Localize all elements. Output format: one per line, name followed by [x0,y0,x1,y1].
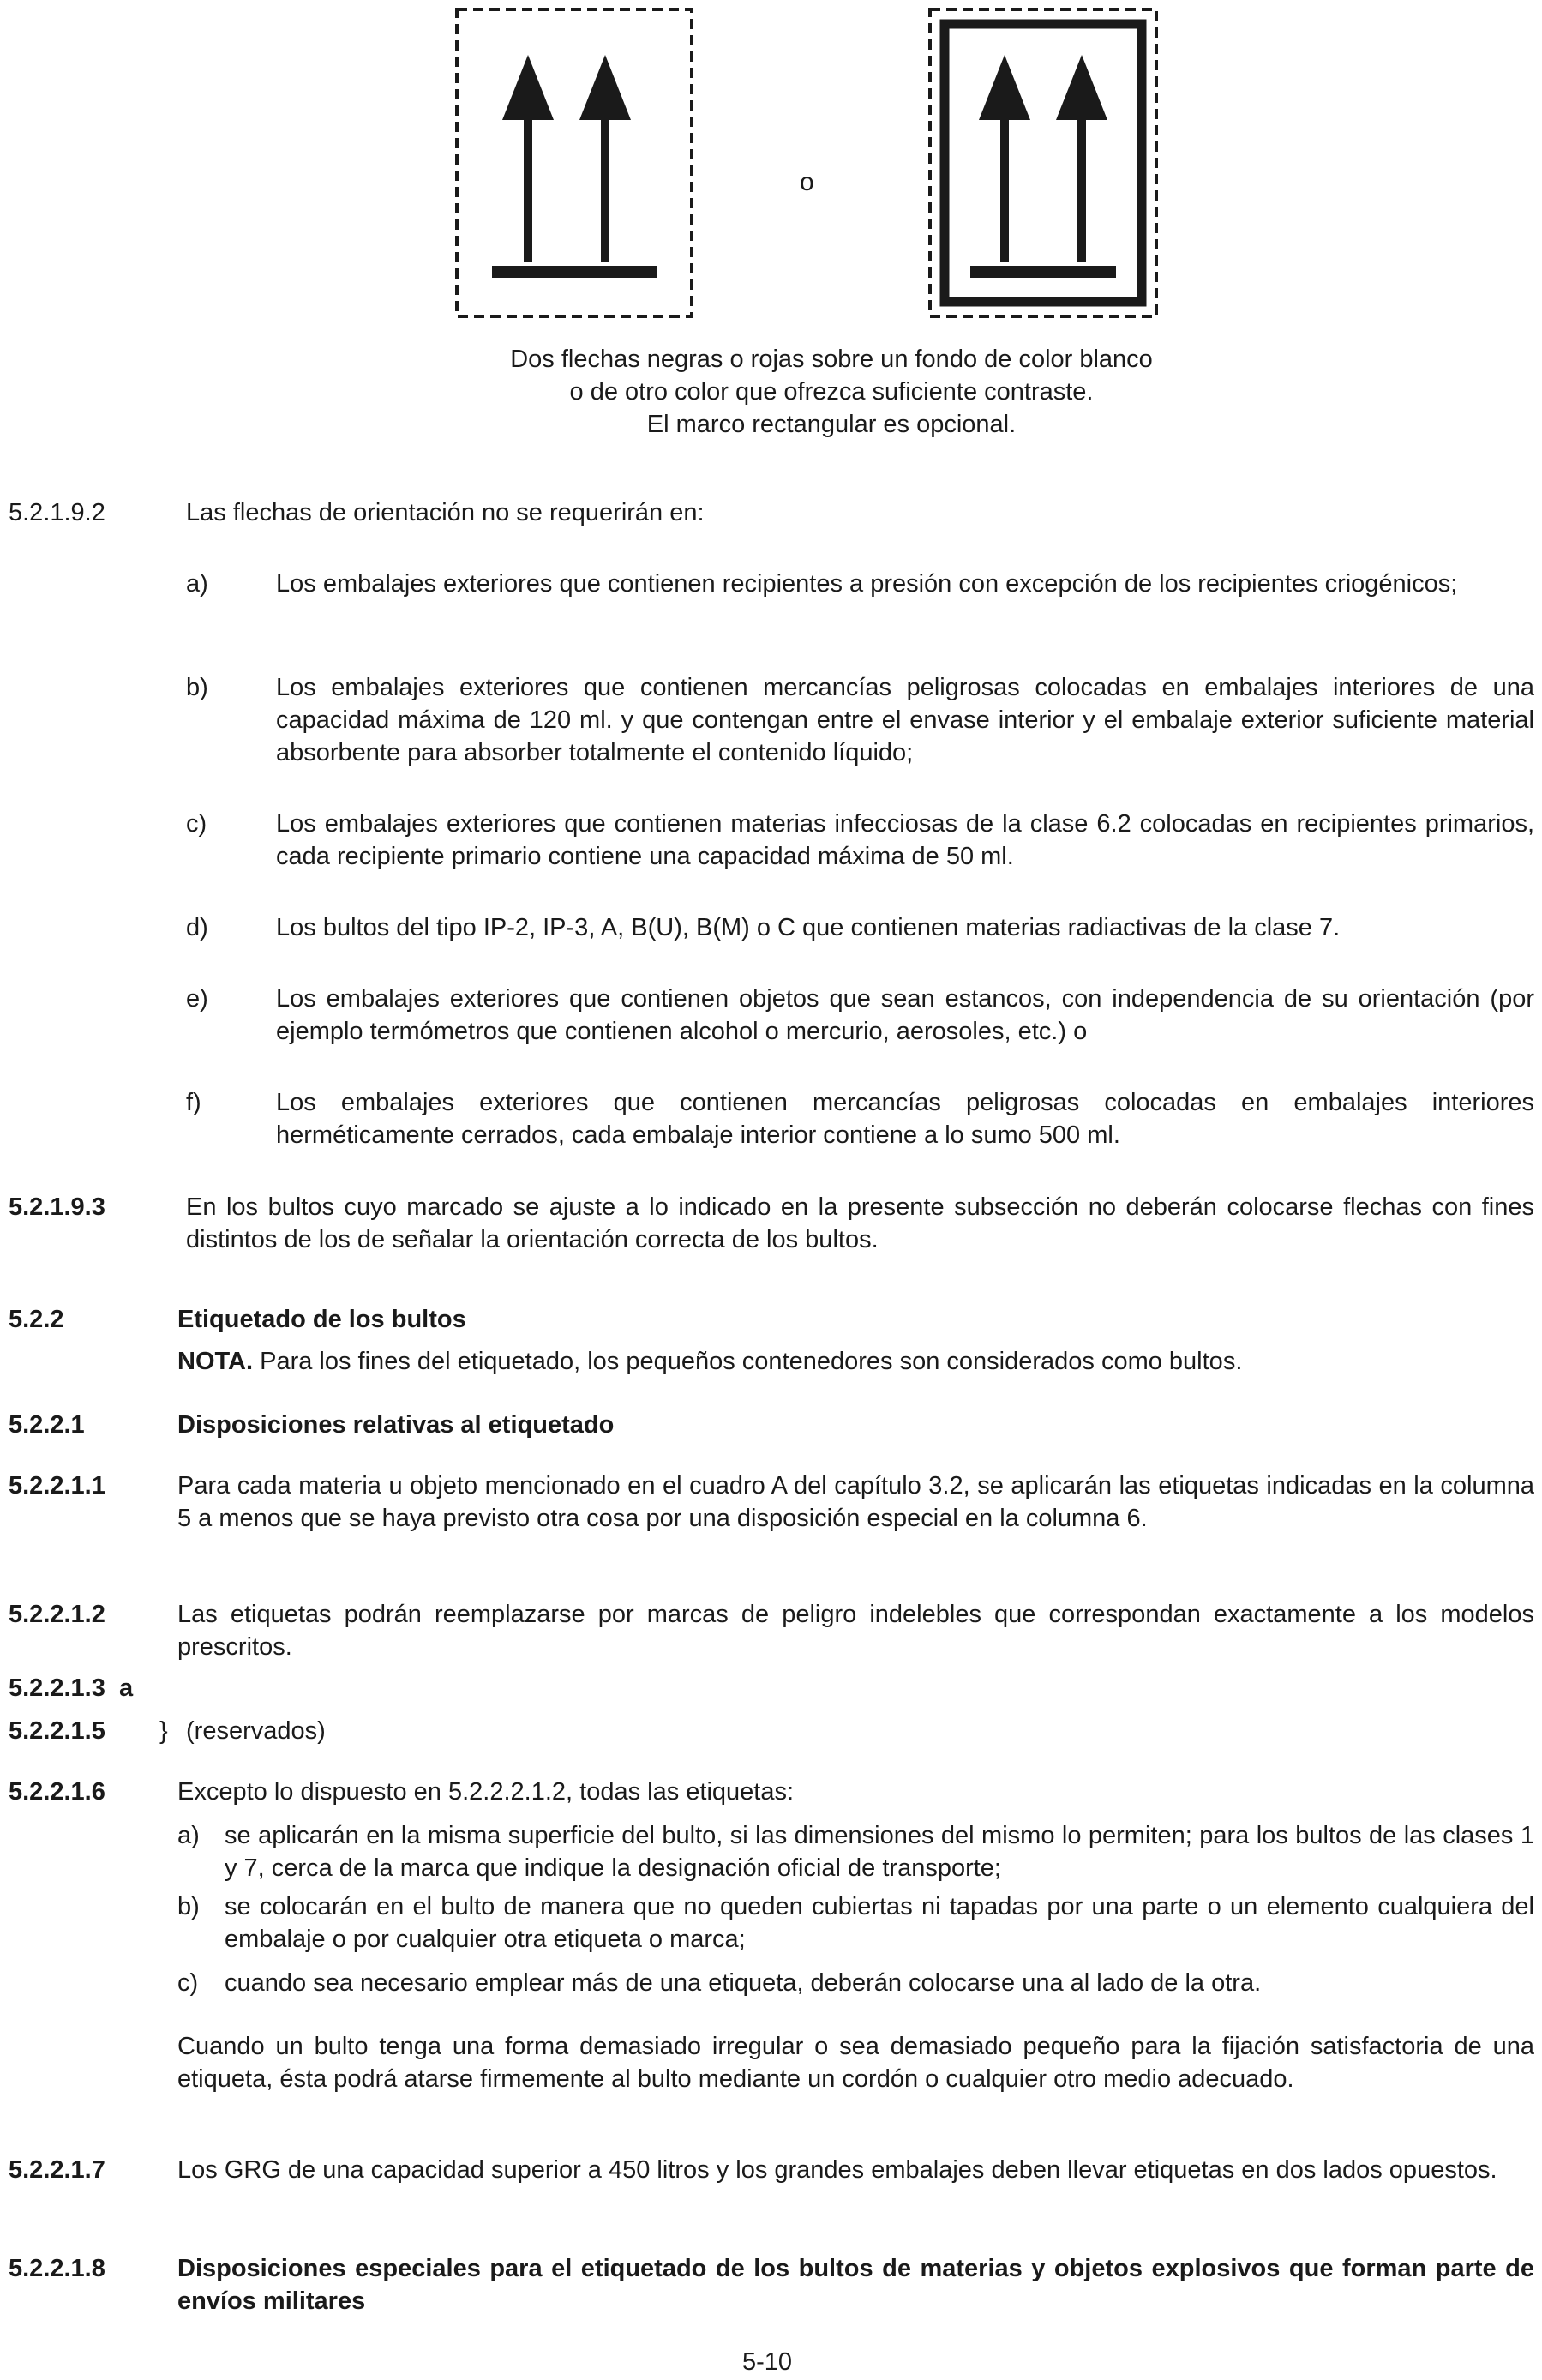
caption-line: Dos flechas negras o rojas sobre un fondo de color blanco [510,346,1153,373]
caption-line: El marco rectangular es opcional. [646,411,1017,438]
section-number: 5.2.2.1.8 [9,2255,105,2282]
section-text: Para cada materia u objeto mencionado en el cuadro A del capítulo 3.2, se aplicarán las etiquetas indicadas en la columna 5 a menos que se haya previsto otra cosa por una disposición especial en la columna 6. [177,1472,1534,1532]
section-text: Excepto lo dispuesto en 5.2.2.2.1.2, todas las etiquetas: [177,1778,795,1806]
orientation-label-unframed [454,7,694,319]
up-arrow-icon [579,55,631,262]
base-bar [970,266,1116,278]
note-label: NOTA. [177,1348,254,1375]
orientation-label-framed [927,7,1159,319]
up-arrow-icon [502,55,554,262]
or-separator: o [800,168,814,196]
section-number: 5.2.2.1 [9,1411,85,1439]
section-number: 5.2.2.1.2 [9,1601,105,1628]
brace: } [159,1717,168,1745]
list-item: Los embalajes exteriores que contienen objetos que sean estancos, con independencia de su orientación (por ejemplo termómetros que contienen alcohol o mercurio, aerosoles, etc.) o [276,985,1534,1045]
paragraph: Cuando un bulto tenga una forma demasiado irregular o sea demasiado pequeño para la fijación satisfactoria de una etiqueta, ésta podrá atarse firmemente al bulto mediante un cordón o cualquier otro medio adecuado. [177,2033,1534,2093]
list-item: Los embalajes exteriores que contienen materias infecciosas de la clase 6.2 colocadas en recipientes primarios, cada recipiente primario contiene una capacidad máxima de 50 ml. [276,810,1534,870]
figure-caption [411,343,1251,441]
section-text: (reservados) [186,1717,326,1745]
item-letter: d) [186,914,208,941]
item-letter: b) [177,1893,200,1920]
item-letter: a) [186,570,208,598]
section-number: 5.2.2.1.5 [9,1717,105,1745]
note [177,1345,1534,1378]
item-letter: e) [186,985,208,1013]
list-item: Los bultos del tipo IP-2, IP-3, A, B(U), B(M) o C que contienen materias radiactivas de la clase 7. [276,914,1341,941]
section-title: Etiquetado de los bultos [177,1306,466,1333]
list-item: Los embalajes exteriores que contienen mercancías peligrosas colocadas en embalajes interiores herméticamente cerrados, cada embalaje interior contiene a lo sumo 500 ml. [276,1089,1534,1149]
up-arrow-icon [1056,55,1107,262]
section-title: Disposiciones relativas al etiquetado [177,1411,615,1439]
item-letter: b) [186,674,208,701]
list-item: Los embalajes exteriores que contienen recipientes a presión con excepción de los recipientes criogénicos; [276,570,1458,598]
up-arrow-icon [979,55,1030,262]
section-number: 5.2.2.1.3 a [9,1674,134,1702]
section-number: 5.2.2 [9,1306,64,1333]
section-number: 5.2.2.1.1 [9,1472,105,1500]
section-number: 5.2.2.1.6 [9,1778,105,1806]
section-number: 5.2.2.1.7 [9,2156,105,2184]
section-number: 5.2.1.9.2 [9,499,105,526]
section-text: En los bultos cuyo marcado se ajuste a lo indicado en la presente subsección no deberán colocarse flechas con fines distintos de los de señalar la orientación correcta de los bultos. [186,1193,1534,1253]
page-number: 5-10 [742,2348,793,2376]
item-letter: c) [177,1969,199,1997]
section-number: 5.2.1.9.3 [9,1193,105,1221]
section-text: Las flechas de orientación no se requerirán en: [186,499,705,526]
list-item: cuando sea necesario emplear más de una etiqueta, deberán colocarse una al lado de la otra. [225,1969,1262,1997]
item-letter: c) [186,810,207,838]
list-item: se colocarán en el bulto de manera que no queden cubiertas ni tapadas por una parte o un elemento cualquiera del embalaje o por cualquier otra etiqueta o marca; [225,1893,1534,1953]
list-item: Los embalajes exteriores que contienen mercancías peligrosas colocadas en embalajes interiores de una capacidad máxima de 120 ml. y que contengan entre el envase interior y el embalaje exterior suficiente material absorbente para absorber totalmente el contenido líquido; [276,674,1534,766]
note-text: Para los fines del etiquetado, los pequeños contenedores son considerados como bultos. [253,1348,1243,1375]
base-bar [492,266,657,278]
list-item: se aplicarán en la misma superficie del bulto, si las dimensiones del mismo lo permiten; para los bultos de las clases 1 y 7, cerca de la marca que indique la designación oficial de transporte; [225,1822,1534,1882]
section-title: Disposiciones especiales para el etiquetado de los bultos de materias y objetos explosivos que forman parte de envíos militares [177,2255,1534,2315]
item-letter: f) [186,1089,201,1116]
item-letter: a) [177,1822,200,1849]
caption-line: o de otro color que ofrezca suficiente contraste. [569,378,1094,406]
section-text: Los GRG de una capacidad superior a 450 litros y los grandes embalajes deben llevar etiquetas en dos lados opuestos. [177,2156,1497,2184]
section-text: Las etiquetas podrán reemplazarse por marcas de peligro indelebles que correspondan exactamente a los modelos prescritos. [177,1601,1534,1661]
